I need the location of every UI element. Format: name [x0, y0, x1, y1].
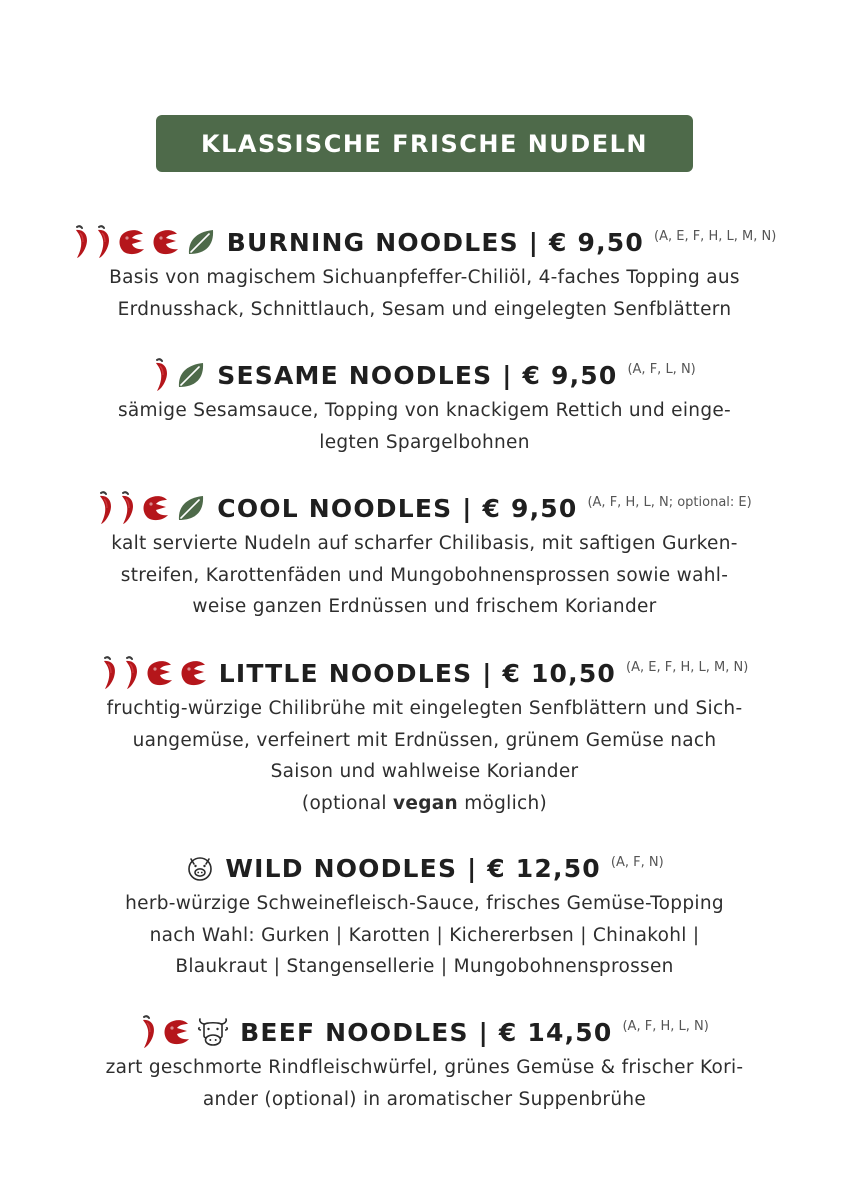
menu-item-allergens: (A, E, F, H, L, M, N) [626, 659, 749, 675]
menu-item-name: SESAME NOODLES | € 9,50 [217, 360, 618, 390]
description-line: Blaukraut | Stangensellerie | Mungobohnensprossen [175, 956, 674, 977]
description-line: zart geschmorte Rindfleischwürfel, grünes Gemüse & frischer Kori- [105, 1057, 744, 1078]
menu-item-name: BURNING NOODLES | € 9,50 [226, 227, 644, 257]
chili-icon [140, 1014, 158, 1050]
chili-icon [119, 490, 137, 526]
menu-item-header [0, 1012, 849, 1052]
menu-item-name: WILD NOODLES | € 12,50 [225, 853, 601, 883]
description-line: legten Spargelbohnen [319, 431, 530, 453]
description-line: uangemüse, verfeinert mit Erdnüssen, grünem Gemüse nach [132, 729, 717, 751]
description-line: Erdnusshack, Schnittlauch, Sesam und eingelegten Senfblättern [117, 298, 732, 320]
menu-item-wild-noodles [0, 848, 849, 983]
section-title: KLASSISCHE FRISCHE NUDELN [201, 129, 648, 158]
vegan-emphasis: vegan [393, 792, 459, 814]
vegan-option-note: (optional vegan möglich) [301, 792, 548, 814]
menu-item-little-noodles [0, 653, 849, 819]
description-line: Saison und wahlweise Koriander [270, 761, 579, 782]
menu-item-description [0, 1052, 849, 1115]
menu-item-header [0, 653, 849, 693]
description-line: kalt servierte Nudeln auf scharfer Chilibasis, mit saftigen Gurken- [111, 533, 738, 554]
menu-item-allergens: (A, F, N) [610, 854, 664, 870]
description-line: streifen, Karottenfäden und Mungobohnensprossen sowie wahl- [120, 564, 729, 586]
menu-item-icons [140, 1014, 230, 1050]
menu-item-allergens: (A, F, H, L, N) [622, 1018, 709, 1034]
description-line: nach Wahl: Gurken | Karotten | Kichererbsen | Chinakohl | [149, 924, 700, 946]
section-title-banner [156, 115, 693, 172]
menu-item-allergens: (A, F, L, N) [627, 361, 696, 377]
description-line: Basis von magischem Sichuanpfeffer-Chiliöl, 4-faches Topping aus [109, 267, 740, 288]
menu-item-icons [97, 490, 207, 526]
description-line: herb-würzige Schweinefleisch-Sauce, frisches Gemüse-Topping [125, 893, 724, 914]
menu-item-name: BEEF NOODLES | € 14,50 [240, 1017, 613, 1047]
menu-item-burning-noodles [0, 222, 849, 325]
vegan-leaf-icon [175, 493, 207, 523]
menu-item-allergens: (A, E, F, H, L, M, N) [654, 228, 777, 244]
menu-item-sesame-noodles [0, 355, 849, 458]
chili-icon [95, 224, 113, 260]
menu-item-icons [185, 853, 215, 883]
menu-item-header [0, 488, 849, 528]
chili-icon [97, 490, 115, 526]
szechuan-pepper-icon [162, 1018, 192, 1046]
menu-item-name: COOL NOODLES | € 9,50 [217, 493, 578, 523]
szechuan-pepper-icon [117, 228, 147, 256]
menu-item-allergens: (A, F, H, L, N; optional: E) [587, 494, 752, 510]
menu-item-description [0, 888, 849, 983]
szechuan-pepper-icon [179, 659, 209, 687]
chili-icon [101, 655, 119, 691]
menu-item-icons [101, 655, 209, 691]
menu-item-name: LITTLE NOODLES | € 10,50 [218, 658, 617, 688]
chili-icon [123, 655, 141, 691]
menu-item-header [0, 355, 849, 395]
description-line: fruchtig-würzige Chilibrühe mit eingelegten Senfblättern und Sich- [106, 698, 743, 719]
menu-item-header [0, 222, 849, 262]
menu-item-description [0, 528, 849, 623]
pig-icon [185, 853, 215, 883]
menu-item-header [0, 848, 849, 888]
menu-item-description [0, 395, 849, 458]
description-line: ander (optional) in aromatischer Suppenbrühe [202, 1088, 647, 1110]
szechuan-pepper-icon [151, 228, 181, 256]
szechuan-pepper-icon [145, 659, 175, 687]
chili-icon [153, 357, 171, 393]
szechuan-pepper-icon [141, 494, 171, 522]
vegan-leaf-icon [185, 227, 217, 257]
description-line: sämige Sesamsauce, Topping von knackigem Rettich und einge- [117, 400, 732, 421]
cow-icon [196, 1016, 230, 1048]
menu-item-beef-noodles [0, 1012, 849, 1115]
menu-item-description [0, 693, 849, 819]
menu-item-icons [153, 357, 207, 393]
menu-item-icons [73, 224, 217, 260]
description-line: weise ganzen Erdnüssen und frischem Koriander [192, 596, 657, 617]
chili-icon [73, 224, 91, 260]
menu-item-cool-noodles [0, 488, 849, 623]
menu-item-description [0, 262, 849, 325]
vegan-leaf-icon [175, 360, 207, 390]
